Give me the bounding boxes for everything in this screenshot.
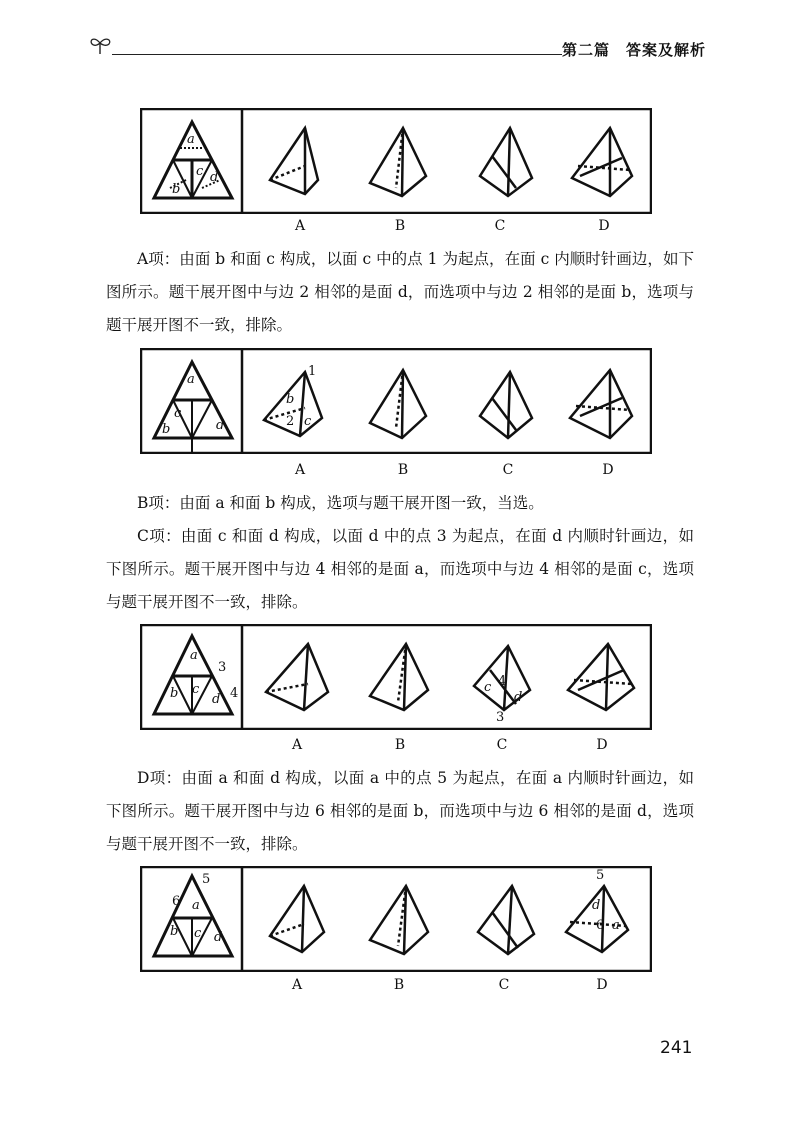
marker-label: 3 — [496, 710, 505, 725]
figure-1 — [140, 108, 652, 214]
option-label-b: B — [393, 977, 405, 993]
net-label: c — [174, 406, 182, 421]
paragraph-a-text: A项：由面 b 和面 c 构成，以面 c 中的点 1 为起点，在面 c 内顺时针画边，如下图所示。题干展开图中与边 2 相邻的是面 d，而选项中与边 2 相邻的是面 b，选项与题干展开图不一致，排除。 — [106, 250, 694, 334]
option-label-b: B — [394, 218, 406, 234]
marker-label: 4 — [498, 674, 507, 689]
net-label: 5 — [202, 872, 211, 887]
option-label-b: B — [394, 737, 406, 753]
paragraph-c-text: C项：由面 c 和面 d 构成，以面 d 中的点 3 为起点，在面 d 内顺时针画边，如下图所示。题干展开图中与边 4 相邻的是面 a，而选项中与边 4 相邻的是面 c，选项与题干展开图不一致，排除。 — [106, 527, 694, 611]
net-label: c — [196, 164, 204, 179]
net-label: 6 — [172, 894, 181, 909]
net-label: d — [210, 170, 219, 185]
paragraph-b-text: B项：由面 a 和面 b 构成，选项与题干展开图一致，当选。 — [137, 494, 544, 512]
paragraph-d — [106, 762, 694, 861]
figure-2 — [140, 348, 652, 454]
net-label: c — [192, 682, 200, 697]
net-label: b — [172, 182, 181, 197]
net-label: b — [170, 924, 179, 939]
marker-label: b — [286, 392, 295, 407]
option-label-a: A — [291, 737, 303, 753]
option-label-c: C — [494, 218, 506, 234]
marker-label: c — [304, 414, 312, 429]
figure-3-drawing — [140, 624, 652, 730]
sprout-icon — [88, 34, 114, 56]
option-label-a: A — [291, 977, 303, 993]
section-title: 第二篇 答案及解析 — [561, 41, 706, 59]
net-label: a — [187, 372, 195, 387]
option-label-c: C — [498, 977, 510, 993]
marker-label: d — [592, 898, 601, 913]
figure-1-drawing — [140, 108, 652, 214]
marker-label: 6 — [596, 918, 605, 933]
paragraph-d-text: D项：由面 a 和面 d 构成，以面 a 中的点 5 为起点，在面 a 内顺时针画边，如下图所示。题干展开图中与边 6 相邻的是面 b，而选项中与边 6 相邻的是面 d，选项与题干展开图不一致，排除。 — [106, 769, 694, 853]
net-label: c — [194, 926, 202, 941]
paragraph-b — [106, 487, 694, 520]
marker-label: 2 — [286, 414, 295, 429]
option-label-c: C — [496, 737, 508, 753]
net-label: a — [187, 132, 195, 147]
marker-label: c — [484, 680, 492, 695]
net-label: b — [162, 422, 171, 437]
figure-2-drawing — [140, 348, 652, 454]
option-label-a: A — [294, 462, 306, 478]
net-label: a — [190, 648, 198, 663]
paragraph-a — [106, 243, 694, 342]
figure-4-drawing — [140, 866, 652, 972]
net-label: 4 — [230, 686, 239, 701]
option-label-d: D — [598, 218, 610, 234]
paragraph-c — [106, 520, 694, 619]
option-label-c: C — [502, 462, 514, 478]
net-label: d — [216, 418, 225, 433]
net-label: 3 — [218, 660, 227, 675]
page-header — [88, 34, 708, 64]
option-label-a: A — [294, 218, 306, 234]
option-label-d: D — [596, 977, 608, 993]
net-label: d — [214, 930, 223, 945]
net-label: d — [212, 692, 221, 707]
marker-label: d — [514, 690, 523, 705]
option-label-d: D — [596, 737, 608, 753]
header-rule — [112, 54, 562, 55]
option-label-b: B — [397, 462, 409, 478]
net-label: b — [170, 686, 179, 701]
page-number: 241 — [660, 1038, 693, 1058]
marker-label: 5 — [596, 868, 605, 883]
figure-3 — [140, 624, 652, 730]
marker-label: 1 — [308, 364, 317, 379]
marker-label: a — [612, 918, 620, 933]
net-label: a — [192, 898, 200, 913]
figure-4 — [140, 866, 652, 972]
option-label-d: D — [602, 462, 614, 478]
